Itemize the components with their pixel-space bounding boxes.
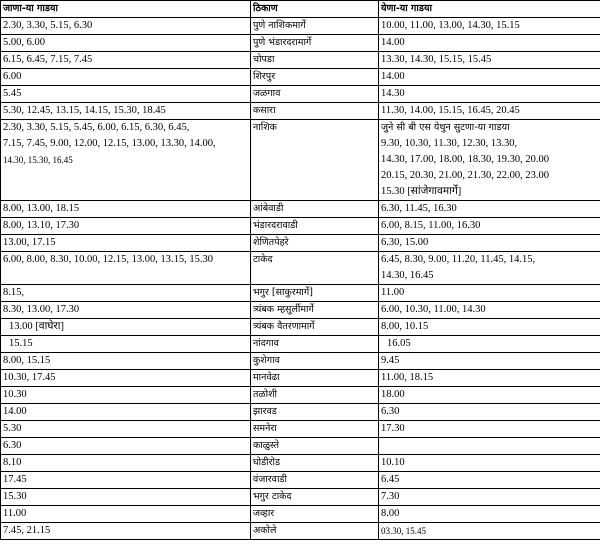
departure-line: 7.15, 7.45, 9.00, 12.00, 12.15, 13.00, 13.30, 14.00, [3, 138, 216, 149]
destination-name: जव्हार [251, 506, 379, 523]
table-row [1, 404, 600, 421]
departure-times: 8.15, [1, 285, 251, 302]
departure-times: 5.00, 6.00 [1, 35, 251, 52]
arrival-times: 14.00 [379, 69, 600, 86]
arrival-times: 11.00 [379, 285, 600, 302]
departure-times: 15.15 [1, 336, 251, 353]
departure-line: 2.30, 3.30, 5.15, 5.45, 6.00, 6.15, 6.30, 6.45, [3, 122, 190, 133]
destination-name: वंजारवाडी [251, 472, 379, 489]
arrival-times: 6.45 [379, 472, 600, 489]
destination-name: भगुर टाकेद [251, 489, 379, 506]
arrival-line: 6.45, 8.30, 9.00, 11.20, 11.45, 14.15, [381, 254, 536, 265]
table-row [1, 506, 600, 523]
arrival-times [379, 438, 600, 455]
table-row [1, 103, 600, 120]
arrival-times: 14.00 [379, 35, 600, 52]
departure-times: 8.00, 13.10, 17.30 [1, 218, 251, 235]
departure-times: 13.00, 17.15 [1, 235, 251, 252]
departure-times: 6.00, 8.00, 8.30, 10.00, 12.15, 13.00, 13.15, 15.30 [1, 252, 251, 285]
destination-name: त्र्यंबक म्हसुर्लीमार्गे [251, 302, 379, 319]
arrival-times: 17.30 [379, 421, 600, 438]
arrival-line: 15.30 [सांजेगावमार्गे] [381, 186, 462, 197]
arrival-times: 10.10 [379, 455, 600, 472]
departure-times: 5.30, 12.45, 13.15, 14.15, 15.30, 18.45 [1, 103, 251, 120]
arrival-times: 6.30 [379, 404, 600, 421]
departure-times: 14.00 [1, 404, 251, 421]
destination-name: झारवड [251, 404, 379, 421]
table-row [1, 387, 600, 404]
table-row [1, 285, 600, 302]
table-row [1, 319, 600, 336]
departures-header: जाणा-या गाडया [1, 1, 251, 18]
arrival-times: 16.05 [379, 336, 600, 353]
departure-times: 6.30 [1, 438, 251, 455]
arrival-line: 14.30, 16.45 [381, 270, 434, 281]
destination-name: पुणे नाशिकमार्गे [251, 18, 379, 35]
table-row [1, 438, 600, 455]
departure-times: 6.00 [1, 69, 251, 86]
destination-name: तळोशी [251, 387, 379, 404]
arrival-times: 9.45 [379, 353, 600, 370]
destination-name: समनेरा [251, 421, 379, 438]
table-row [1, 302, 600, 319]
arrival-times: 18.00 [379, 387, 600, 404]
table-row [1, 336, 600, 353]
departure-times: 6.15, 6.45, 7.15, 7.45 [1, 52, 251, 69]
destination-name: भंडारदरावाडी [251, 218, 379, 235]
destination-name: पुणे भंडारदरामार्गे [251, 35, 379, 52]
table-row [1, 18, 600, 35]
arrival-times: 6.00, 10.30, 11.00, 14.30 [379, 302, 600, 319]
destination-name: टाकेद [251, 252, 379, 285]
departure-times: 8.00, 15.15 [1, 353, 251, 370]
destination-name: शेणितपेहरे [251, 235, 379, 252]
departure-times: 5.45 [1, 86, 251, 103]
arrival-times: 14.30 [379, 86, 600, 103]
arrival-line: 14.30, 17.00, 18.00, 18.30, 19.30, 20.00 [381, 154, 549, 165]
destination-name: त्र्यंबक वैतरणामार्गे [251, 319, 379, 336]
arrival-times: 11.30, 14.00, 15.15, 16.45, 20.45 [379, 103, 600, 120]
table-row [1, 69, 600, 86]
arrival-times: 6.30, 11.45, 16.30 [379, 201, 600, 218]
table-row [1, 35, 600, 52]
arrival-times: 11.00, 18.15 [379, 370, 600, 387]
table-row [1, 472, 600, 489]
table-row [1, 370, 600, 387]
destination-name: कुशेगाव [251, 353, 379, 370]
departure-line: 14.30, 15.30, 16.45 [3, 155, 73, 165]
departure-times: 2.30, 3.30, 5.15, 6.30 [1, 18, 251, 35]
table-row [1, 218, 600, 235]
departure-times: 8.30, 13.00, 17.30 [1, 302, 251, 319]
arrival-line: जुने सी बी एस येथुन सुटणा-या गाडया [381, 122, 510, 133]
departure-times: 8.10 [1, 455, 251, 472]
destination-name: नांदगाव [251, 336, 379, 353]
arrival-line: 9.30, 10.30, 11.30, 12.30, 13.30, [381, 138, 518, 149]
table-row [1, 489, 600, 506]
departure-times: 15.30 [1, 489, 251, 506]
arrival-line: 20.15, 20.30, 21.00, 21.30, 22.00, 23.00 [381, 170, 549, 181]
arrival-times: 7.30 [379, 489, 600, 506]
destination-name: भगुर [साकुरमार्गे] [251, 285, 379, 302]
arrival-times: 8.00, 10.15 [379, 319, 600, 336]
departure-times: 13.00 [वाघेरा] [1, 319, 251, 336]
departure-times: 8.00, 13.00, 18.15 [1, 201, 251, 218]
destination-name: मानवेढा [251, 370, 379, 387]
destination-name: कसारा [251, 103, 379, 120]
table-row [1, 235, 600, 252]
destination-name: घोडीरोड [251, 455, 379, 472]
arrival-times [379, 252, 600, 285]
departure-times: 17.45 [1, 472, 251, 489]
table-row [1, 201, 600, 218]
departure-times: 7.45, 21.15 [1, 523, 251, 540]
departure-times: 11.00 [1, 506, 251, 523]
table-row [1, 421, 600, 438]
destination-name: काळुस्ते [251, 438, 379, 455]
departure-times: 10.30, 17.45 [1, 370, 251, 387]
destination-name: जळगाव [251, 86, 379, 103]
departure-times: 5.30 [1, 421, 251, 438]
destination-name: चोपडा [251, 52, 379, 69]
arrival-times: 13.30, 14.30, 15.15, 15.45 [379, 52, 600, 69]
destination-header: ठिकाण [251, 1, 379, 18]
arrival-times: 6.30, 15.00 [379, 235, 600, 252]
timetable-body [1, 18, 600, 540]
arrival-times: 8.00 [379, 506, 600, 523]
destination-name: शिरपुर [251, 69, 379, 86]
table-row [1, 455, 600, 472]
arrivals-header: येणा-या गाडया [379, 1, 600, 18]
table-row [1, 523, 600, 540]
arrival-times: 10.00, 11.00, 13.00, 14.30, 15.15 [379, 18, 600, 35]
arrival-times [379, 120, 600, 201]
table-row [1, 52, 600, 69]
destination-name: नाशिक [251, 120, 379, 201]
arrival-times: 03.30, 15.45 [379, 523, 600, 540]
table-row [1, 353, 600, 370]
table-row [1, 252, 600, 285]
destination-name: आंबेवाडी [251, 201, 379, 218]
arrival-times: 6.00, 8.15, 11.00, 16.30 [379, 218, 600, 235]
departure-times [1, 120, 251, 201]
header-row [1, 1, 600, 18]
destination-name: अकोले [251, 523, 379, 540]
table-row [1, 120, 600, 201]
departure-times: 10.30 [1, 387, 251, 404]
table-row [1, 86, 600, 103]
